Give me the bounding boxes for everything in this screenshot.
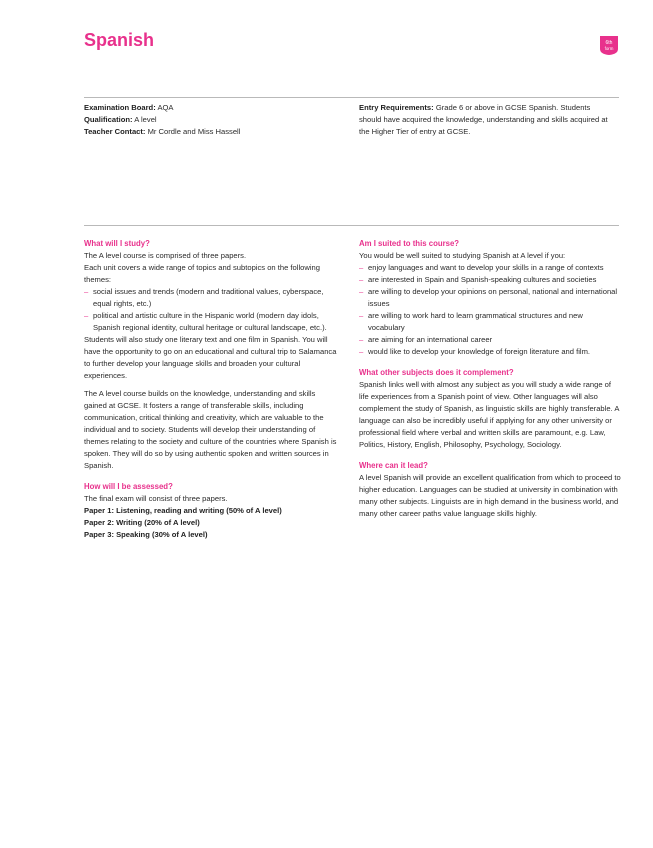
study-intro: The A level course is comprised of three papers. (84, 251, 247, 260)
theme-item: – political and artistic culture in the Hispanic world (modern day idols, Spanish regional identity, cultural heritage or cultural landscape, etc.). (84, 310, 339, 334)
logo-line-1: 6th (605, 40, 613, 46)
entry-value: Grade 6 or above in GCSE Spanish. Students should have acquired the knowledge, understanding and skills acquired at the Higher Tier of entry at GCSE. (359, 103, 608, 136)
study-heading: What will I study? (84, 239, 150, 248)
paper-1: Paper 1: Listening, reading and writing (50% of A level) (84, 506, 282, 515)
exam-board-line (84, 102, 339, 114)
school-logo-icon (598, 34, 620, 56)
entry-requirements (359, 102, 614, 138)
suited-item: – are willing to work hard to learn grammatical structures and new vocabulary (359, 310, 621, 334)
suited-item: – are interested in Spain and Spanish-speaking cultures and societies (359, 274, 621, 286)
themes-list (84, 286, 339, 334)
exam-board-label: Examination Board: (84, 103, 156, 112)
study-skills-paragraph: The A level course builds on the knowledge, understanding and skills gained at GCSE. It fosters a range of transferable skills, including communication, critical thinking and creativity, which are valuable to the individual and to society. Students will develop their understanding of themes relating to the society and culture of the countries where Spanish is spoken. They will do so by using authentic spoken and written sources in Spanish. (84, 389, 337, 470)
suited-item: – are willing to develop your opinions on personal, national and international issues (359, 286, 621, 310)
suited-item: – enjoy languages and want to develop your skills in a range of contexts (359, 262, 621, 274)
left-column (84, 238, 339, 541)
teacher-value: Mr Cordle and Miss Hassell (147, 127, 241, 136)
complement-heading: What other subjects does it complement? (359, 368, 514, 377)
logo-line-2: form (604, 46, 614, 51)
suited-list (359, 262, 621, 358)
study-film-paragraph: Students will also study one literary text and one film in Spanish. You will have the opportunity to go on an educational and cultural trip to Salamanca to further develop your language skills and broaden your cultural experiences. (84, 335, 337, 380)
teacher-line (84, 126, 339, 138)
exam-board-value: AQA (157, 103, 174, 112)
middle-divider (84, 225, 619, 226)
paper-2: Paper 2: Writing (20% of A level) (84, 518, 200, 527)
lead-heading: Where can it lead? (359, 461, 428, 470)
suited-item: – are aiming for an international career (359, 334, 621, 346)
teacher-label: Teacher Contact: (84, 127, 146, 136)
top-divider (84, 97, 619, 98)
qualification-line (84, 114, 339, 126)
entry-requirements-text (359, 102, 614, 138)
lead-paragraph: A level Spanish will provide an excellent qualification from which to proceed to higher education. Languages can be studied at university in combination with many other subjects. Linguists are in high demand in the business world, and many other career paths value language skills highly. (359, 473, 621, 518)
assessment-intro: The final exam will consist of three papers. (84, 494, 228, 503)
qualification-label: Qualification: (84, 115, 133, 124)
course-info (84, 102, 339, 138)
entry-label: Entry Requirements: (359, 103, 434, 112)
right-column (359, 238, 621, 520)
theme-item: – social issues and trends (modern and traditional values, cyberspace, equal rights, etc.) (84, 286, 339, 310)
suited-item: – would like to develop your knowledge of foreign literature and film. (359, 346, 621, 358)
study-themes-intro: Each unit covers a wide range of topics and subtopics on the following themes: (84, 263, 320, 284)
assessment-heading: How will I be assessed? (84, 482, 173, 491)
qualification-value: A level (134, 115, 157, 124)
suited-intro: You would be well suited to studying Spanish at A level if you: (359, 251, 566, 260)
suited-heading: Am I suited to this course? (359, 239, 460, 248)
paper-3: Paper 3: Speaking (30% of A level) (84, 530, 208, 539)
complement-paragraph: Spanish links well with almost any subject as you will study a wide range of life experiences from a Spanish point of view. Other languages will also complement the study of Spanish, as linguistic skills are highly transferable. A language can also be incredibly useful if applying for any other university or professional field where verbal and written skills are paramount, e.g. Law, Politics, History, English, Philosophy, Psychology, Sociology. (359, 380, 620, 449)
page-title: Spanish (84, 30, 155, 50)
